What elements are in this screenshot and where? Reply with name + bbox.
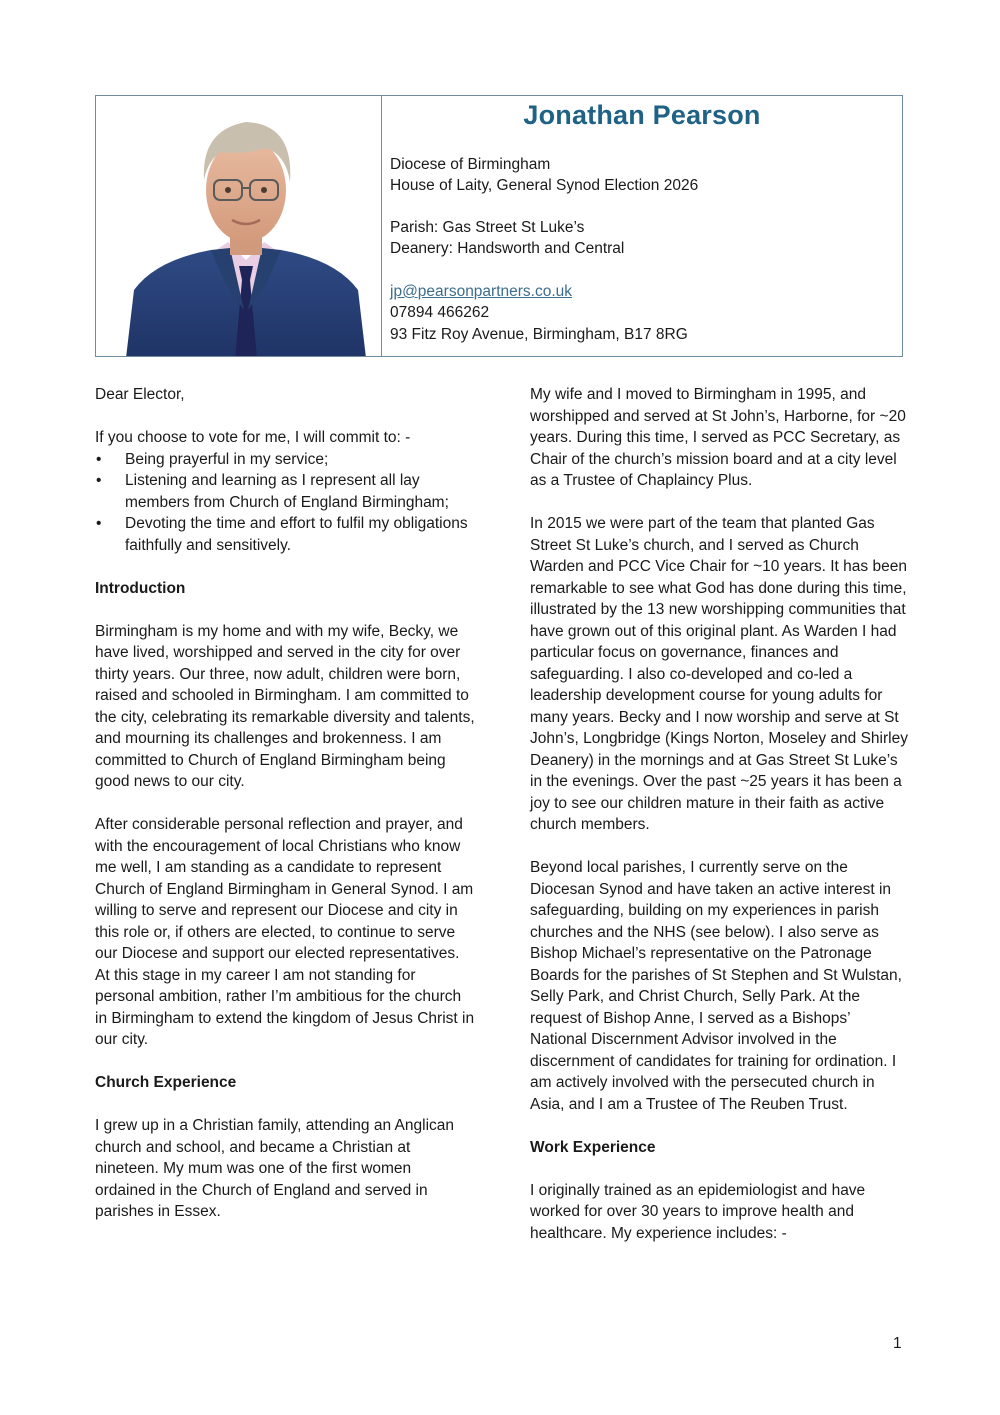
bullet-icon: •: [96, 515, 102, 532]
candidate-photo: [96, 96, 382, 356]
page-number: 1: [893, 1335, 902, 1352]
postal-address: 93 Fitz Roy Avenue, Birmingham, B17 8RG: [390, 326, 688, 343]
bullet-icon: •: [96, 472, 102, 489]
email-link[interactable]: jp@pearsonpartners.co.uk: [390, 283, 573, 300]
work-experience-paragraph: I originally trained as an epidemiologist and have worked for over 30 years to improve health and healthcare. My experience includes: -: [530, 1181, 866, 1242]
introduction-heading: Introduction: [95, 579, 186, 597]
list-item: [95, 449, 475, 471]
list-item: [95, 513, 475, 556]
candidate-name: Jonathan Pearson: [523, 100, 761, 130]
deanery-line: Deanery: Handsworth and Central: [390, 240, 625, 257]
commitment-text: Being prayerful in my service;: [125, 450, 329, 468]
commitment-text: Devoting the time and effort to fulfil my obligations faithfully and sensitively.: [125, 515, 468, 554]
portrait-image: [126, 110, 366, 356]
candidacy-paragraph: After considerable personal reflection and prayer, and with the encouragement of local Christians who know me well, I am standing as a candidate to represent Church of England Birmingham in General Synod. I am willing to serve and represent our Diocese and city in this role or, if others are elected, to continue to serve our Diocese and support our elected representatives. At this stage in my career I am not standing for personal ambition, rather I’m ambitious for the church in Birmingham to extend the kingdom of Jesus Christ in our city.: [95, 816, 475, 1048]
work-experience-heading: Work Experience: [530, 1138, 656, 1156]
candidate-header-box: [95, 95, 903, 357]
right-column: [530, 384, 910, 1266]
church-experience-paragraph: I grew up in a Christian family, attending an Anglican church and school, and became a Christian at nineteen. My mum was one of the first women ordained in the Church of England and served in parishes in Essex.: [95, 1117, 454, 1220]
diocesan-roles-paragraph: Beyond local parishes, I currently serve on the Diocesan Synod and have taken an active interest in safeguarding, building on my experiences in parish churches and the NHS (see below). I also serve as Bishop Michael’s representative on the Patronage Boards for the parishes of St Stephen and St Wulstan, Selly Park, and Christ Church, Selly Park. At the request of Bishop Anne, I served as a Bishops’ National Discernment Advisor involved in the discernment of candidates for training for ordination. I am actively involved with the persecuted church in Asia, and I am a Trustee of The Reuben Trust.: [530, 859, 902, 1113]
election-line: House of Laity, General Synod Election 2026: [390, 177, 699, 194]
list-item: [95, 470, 475, 513]
candidate-info: [382, 96, 902, 356]
salutation: Dear Elector,: [95, 386, 185, 403]
phone-number: 07894 466262: [390, 304, 490, 321]
introduction-paragraph: Birmingham is my home and with my wife, Becky, we have lived, worshipped and served in the city for over thirty years. Our three, now adult, children were born, raised and schooled in Birmingham. I am committed to the city, celebrating its remarkable diversity and talents, and mourning its challenges and brokenness. I am committed to Church of England Birmingham being good news to our city.: [95, 622, 475, 790]
bullet-icon: •: [96, 450, 102, 468]
harborne-paragraph: My wife and I moved to Birmingham in 1995, and worshipped and served at St John’s, Harborne, for ~20 years. During this time, I served as PCC Secretary, as Chair of the church’s mission board and at a city level as a Trustee of Chaplaincy Plus.: [530, 386, 906, 489]
left-column: [95, 384, 475, 1244]
commitment-intro: If you choose to vote for me, I will commit to: -: [95, 429, 411, 446]
commitment-text: Listening and learning as I represent all lay members from Church of England Birmingham;: [125, 472, 449, 511]
gas-street-paragraph: In 2015 we were part of the team that planted Gas Street St Luke’s church, and I served as Church Warden and PCC Vice Chair for ~10 years. It has been remarkable to see what God has done during this time, illustrated by the 13 new worshipping communities that have grown out of this original plant. As Warden I had particular focus on governance, finances and safeguarding. I also co-developed and co-led a leadership development course for young adults for many years. Becky and I now worship and serve at St John’s, Longbridge (Kings Norton, Moseley and Shirley Deanery) in the mornings and at Gas Street St Luke’s in the evenings. Over the past ~25 years it has been a joy to see our children mature in their faith as active church members.: [530, 515, 908, 833]
diocese-line: Diocese of Birmingham: [390, 156, 551, 173]
commitment-list: [95, 449, 475, 557]
church-experience-heading: Church Experience: [95, 1074, 237, 1091]
parish-line: Parish: Gas Street St Luke’s: [390, 219, 585, 236]
